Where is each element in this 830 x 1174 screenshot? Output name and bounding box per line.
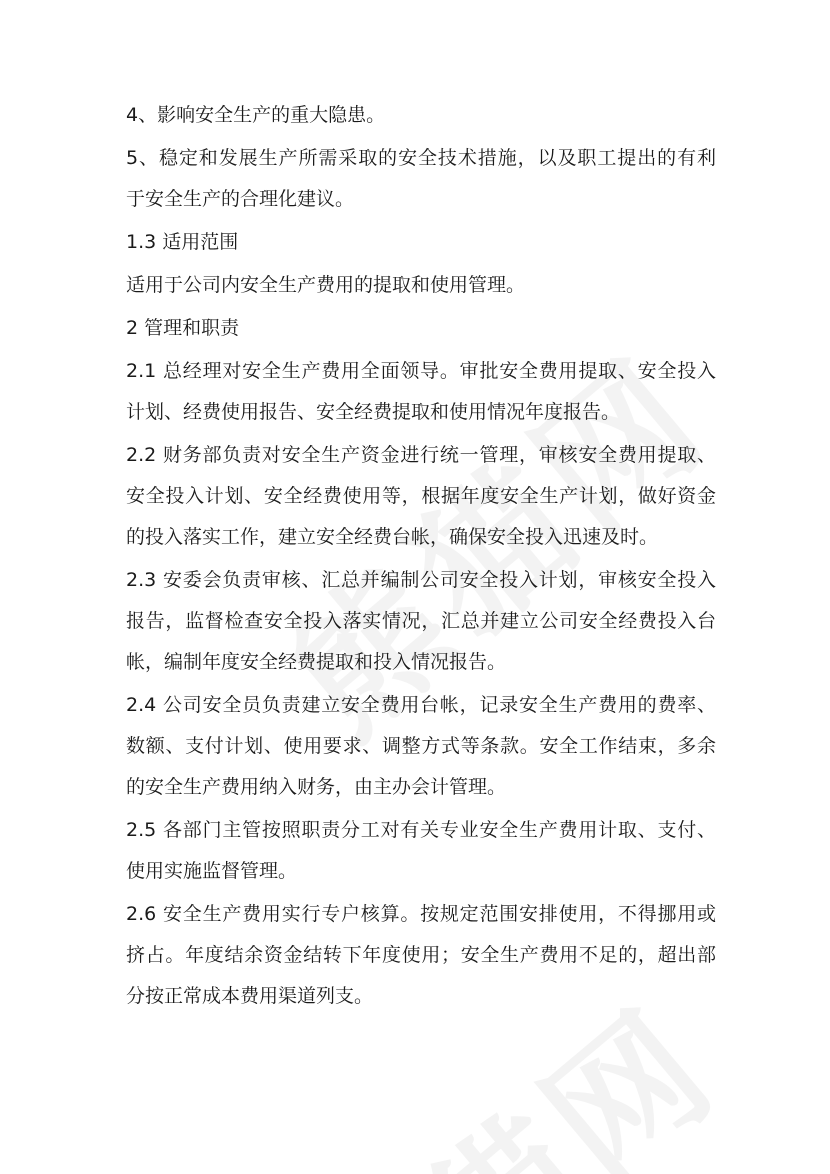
clause-2-5-line-1: 2.5 各部门主管按照职责分工对有关专业安全生产费用计取、支付、: [126, 819, 716, 841]
scope-paragraph: 适用于公司内安全生产费用的提取和使用管理。: [126, 274, 526, 296]
clause-2-6-line-2: 挤占。年度结余资金结转下年度使用；安全生产费用不足的，超出部: [126, 944, 716, 966]
clause-2-4-line-3: 的安全生产费用纳入财务，由主办会计管理。: [126, 776, 507, 798]
clause-2-2-line-2: 安全投入计划、安全经费使用等，根据年度安全生产计划，做好资金: [126, 485, 716, 507]
clause-2-3-line-3: 帐，编制年度安全经费提取和投入情况报告。: [126, 651, 507, 673]
clause-2-4-line-1: 2.4 公司安全员负责建立安全费用台帐，记录安全生产费用的费率、: [126, 694, 716, 716]
clause-2-2-line-3: 的投入落实工作，建立安全经费台帐，确保安全投入迅速及时。: [126, 526, 659, 548]
section-heading-1-3: 1.3 适用范围: [126, 231, 239, 253]
clause-2-6-line-1: 2.6 安全生产费用实行专户核算。按规定范围安排使用，不得挪用或: [126, 903, 716, 925]
clause-2-3-line-2: 报告，监督检查安全投入落实情况，汇总并建立公司安全经费投入台: [126, 610, 716, 632]
clause-2-5-line-2: 使用实施监督管理。: [126, 860, 298, 882]
clause-2-1-line-1: 2.1 总经理对安全生产费用全面领导。审批安全费用提取、安全投入: [126, 360, 716, 382]
list-item-4: 4、影响安全生产的重大隐患。: [126, 104, 386, 126]
list-item-5-line-2: 于安全生产的合理化建议。: [126, 188, 355, 210]
clause-2-4-line-2: 数额、支付计划、使用要求、调整方式等条款。安全工作结束，多余: [126, 735, 716, 757]
document-body: [126, 102, 716, 1010]
clause-2-1-line-2: 计划、经费使用报告、安全经费提取和使用情况年度报告。: [126, 401, 621, 423]
clause-2-3-line-1: 2.3 安委会负责审核、汇总并编制公司安全投入计划，审核安全投入: [126, 569, 716, 591]
clause-2-6-line-3: 分按正常成本费用渠道列支。: [126, 985, 374, 1007]
list-item-5-line-1: 5、稳定和发展生产所需采取的安全技术措施，以及职工提出的有利: [126, 147, 716, 169]
clause-2-2-line-1: 2.2 财务部负责对安全生产资金进行统一管理，审核安全费用提取、: [126, 444, 716, 466]
section-heading-2: 2 管理和职责: [126, 317, 240, 339]
